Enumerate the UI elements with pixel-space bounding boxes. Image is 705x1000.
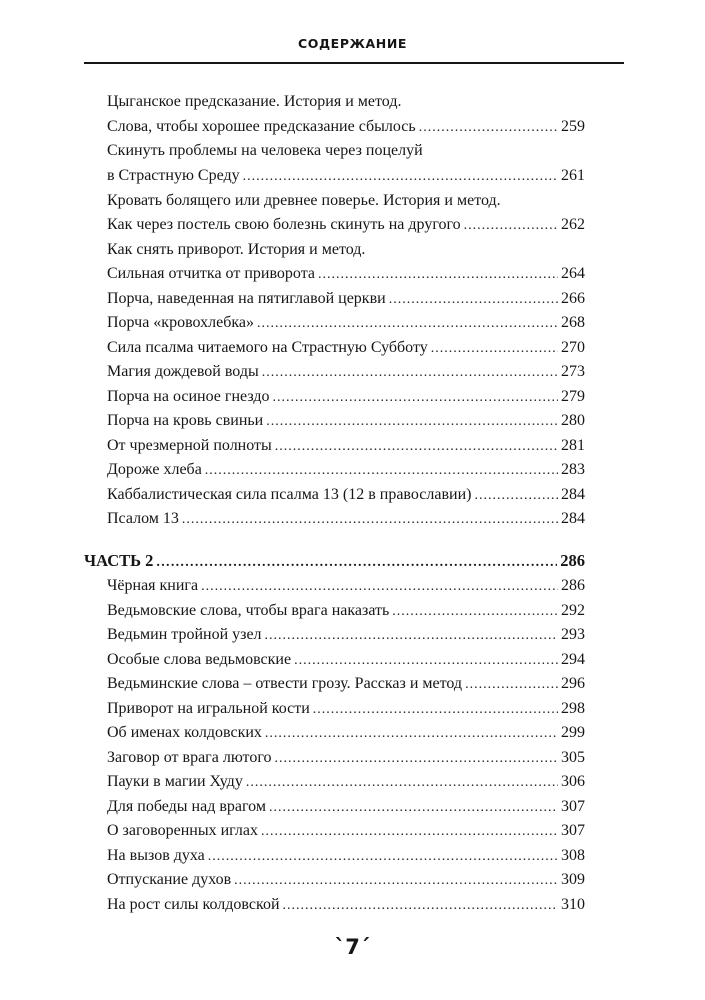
toc-part-heading[interactable] [84, 549, 585, 573]
toc-entry-title: Ведьмовские слова, чтобы врага наказать [107, 602, 390, 619]
toc-entry-title: О заговоренных иглах [107, 822, 258, 839]
toc-entry-title: Скинуть проблемы на человека через поцелуй [107, 142, 423, 159]
toc-entry-page: 306 [561, 773, 585, 790]
toc-entry[interactable] [107, 164, 585, 188]
toc-entry-page: 279 [561, 388, 585, 405]
toc-entry-page: 296 [561, 675, 585, 692]
toc-entry-title: Цыганское предсказание. История и метод. [107, 93, 402, 110]
header-rule [84, 62, 624, 64]
toc-entry-title: Псалом 13 [107, 510, 179, 527]
toc-entry[interactable] [107, 819, 585, 843]
toc-entry-title: Для победы над врагом [107, 798, 266, 815]
toc-entry-page: 286 [561, 577, 585, 594]
toc-entry-page: 281 [561, 437, 585, 454]
toc-entry-page: 283 [561, 461, 585, 478]
toc-entry[interactable] [107, 458, 585, 482]
toc-entry[interactable] [107, 795, 585, 819]
toc-entry[interactable] [107, 844, 585, 868]
toc-entry-title: в Страстную Среду [107, 167, 240, 184]
toc-entry-title: Сила псалма читаемого на Страстную Субботу [107, 339, 428, 356]
toc-entry[interactable] [107, 507, 585, 531]
toc-entry-title: Порча «кровохлебка» [107, 314, 254, 331]
toc-entry-page: 298 [561, 700, 585, 717]
toc-entry[interactable] [107, 360, 585, 384]
toc-entry[interactable] [107, 746, 585, 770]
toc-entry-title: Об именах колдовских [107, 724, 262, 741]
toc-entry[interactable] [107, 336, 585, 360]
toc-entry-page: 293 [561, 626, 585, 643]
toc-entry[interactable] [107, 574, 585, 598]
toc-part-title: ЧАСТЬ 2 [84, 551, 154, 570]
toc-entry-page: 305 [561, 749, 585, 766]
toc-entry[interactable] [107, 238, 585, 262]
toc-entry-title: На вызов духа [107, 847, 205, 864]
toc-entry-title: Каббалистическая сила псалма 13 (12 в православии) [107, 486, 472, 503]
toc-entry-page: 307 [561, 798, 585, 815]
toc-entry[interactable] [107, 434, 585, 458]
toc-entry-title: От чрезмерной полноты [107, 437, 272, 454]
toc-entry[interactable] [107, 648, 585, 672]
toc-entry[interactable] [107, 770, 585, 794]
toc-entry-page: 268 [561, 314, 585, 331]
toc-entry-title: На рост силы колдовской [107, 896, 280, 913]
toc-entry[interactable] [107, 409, 585, 433]
running-header: СОДЕРЖАНИЕ [297, 36, 408, 51]
toc-entry-title: Отпускание духов [107, 871, 232, 888]
toc-entry-page: 259 [561, 118, 585, 135]
toc-entry-title: Как через постель свою болезнь скинуть на другого [107, 216, 461, 233]
toc-entry-page: 292 [561, 602, 585, 619]
toc-entry-title: Слова, чтобы хорошее предсказание сбылось [107, 118, 416, 135]
toc-entry-title: Пауки в магии Худу [107, 773, 243, 790]
toc-entry-title: Ведьминские слова – отвести грозу. Рассказ и метод [107, 675, 463, 692]
toc-entry[interactable] [107, 311, 585, 335]
toc-entry[interactable] [107, 483, 585, 507]
toc-entry-title: Дороже хлеба [107, 461, 202, 478]
toc-entry[interactable] [107, 287, 585, 311]
toc-entry-page: 310 [561, 896, 585, 913]
toc-part-page: 286 [560, 551, 585, 570]
toc-entry-page: 280 [561, 412, 585, 429]
toc-entry-title: Порча на осиное гнездо [107, 388, 270, 405]
toc-entry[interactable] [107, 385, 585, 409]
toc-entry-page: 264 [561, 265, 585, 282]
toc-entry-page: 309 [561, 871, 585, 888]
toc-entry-page: 270 [561, 339, 585, 356]
toc-entry-title: Особые слова ведьмовские [107, 651, 292, 668]
toc-entry-page: 294 [561, 651, 585, 668]
toc-entry-title: Приворот на игральной кости [107, 700, 310, 717]
toc-entry-page: 266 [561, 290, 585, 307]
toc-entry-title: Ведьмин тройной узел [107, 626, 262, 643]
toc-entry-page: 307 [561, 822, 585, 839]
toc-entry[interactable] [107, 697, 585, 721]
toc-entry-page: 299 [561, 724, 585, 741]
toc-entry-title: Чёрная книга [107, 577, 199, 594]
toc-entry-page: 284 [561, 510, 585, 527]
toc-entry[interactable] [107, 213, 585, 237]
toc-entry[interactable] [107, 672, 585, 696]
toc-entry[interactable] [107, 893, 585, 917]
toc-entry-title: Как снять приворот. История и метод. [107, 241, 366, 258]
toc-entry-page: 262 [561, 216, 585, 233]
toc-entry-title: Порча, наведенная на пятиглавой церкви [107, 290, 386, 307]
toc-entry[interactable] [107, 868, 585, 892]
toc-entry-page: 273 [561, 363, 585, 380]
toc-entry[interactable] [107, 623, 585, 647]
toc-entry-page: 261 [561, 167, 585, 184]
toc-entry-title: Сильная отчитка от приворота [107, 265, 315, 282]
toc-entry-title: Порча на кровь свиньи [107, 412, 264, 429]
toc-entry-title: Магия дождевой воды [107, 363, 259, 380]
toc-entry[interactable] [107, 189, 585, 213]
page-number: `7´ [334, 935, 371, 959]
toc-entry-page: 284 [561, 486, 585, 503]
toc-entry-title: Заговор от врага лютого [107, 749, 272, 766]
toc-entry[interactable] [107, 599, 585, 623]
toc-entry-page: 308 [561, 847, 585, 864]
toc-entry[interactable] [107, 90, 585, 114]
toc-entry[interactable] [107, 262, 585, 286]
toc-entry[interactable] [107, 721, 585, 745]
toc-entry[interactable] [107, 139, 585, 163]
toc-entry-title: Кровать болящего или древнее поверье. История и метод. [107, 192, 501, 209]
toc-entry[interactable] [107, 115, 585, 139]
